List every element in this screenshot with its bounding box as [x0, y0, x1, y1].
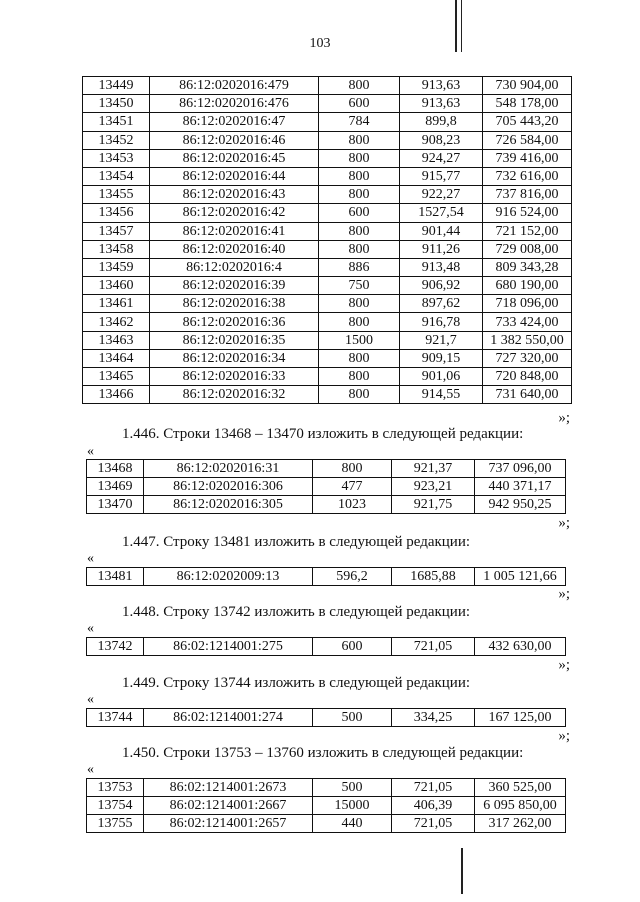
- section-open-1446: «: [87, 444, 94, 459]
- cost-cell: 916 524,00: [483, 204, 572, 222]
- section-open-1448: «: [87, 621, 94, 636]
- price-cell: 406,39: [392, 797, 475, 815]
- area-cell: 800: [319, 149, 400, 167]
- cost-cell: 727 320,00: [483, 349, 572, 367]
- area-cell: 596,2: [313, 568, 392, 586]
- price-cell: 915,77: [400, 167, 483, 185]
- table-row: [83, 149, 572, 167]
- cost-cell: 432 630,00: [475, 638, 566, 656]
- cadastral-number-cell: 86:12:0202016:42: [150, 204, 319, 222]
- row-number-cell: 13454: [83, 167, 150, 185]
- row-number-cell: 13470: [87, 496, 144, 514]
- cadastral-number-cell: 86:12:0202016:33: [150, 368, 319, 386]
- cadastral-number-cell: 86:12:0202016:306: [144, 478, 313, 496]
- row-number-cell: 13464: [83, 349, 150, 367]
- section-heading-1447: 1.447. Строку 13481 изложить в следующей редакции:: [122, 534, 471, 550]
- section-close-1449: »;: [558, 728, 570, 744]
- price-cell: 721,05: [392, 638, 475, 656]
- area-cell: 1500: [319, 331, 400, 349]
- area-cell: 800: [319, 386, 400, 404]
- cadastral-number-cell: 86:12:0202016:305: [144, 496, 313, 514]
- section-open-1447: «: [87, 551, 94, 566]
- area-cell: 800: [319, 131, 400, 149]
- area-cell: 800: [319, 167, 400, 185]
- cost-cell: 739 416,00: [483, 149, 572, 167]
- table-row: [83, 368, 572, 386]
- price-cell: 906,92: [400, 277, 483, 295]
- area-cell: 600: [319, 204, 400, 222]
- cadastral-number-cell: 86:12:0202016:32: [150, 386, 319, 404]
- row-number-cell: 13451: [83, 113, 150, 131]
- area-cell: 800: [319, 186, 400, 204]
- row-number-cell: 13753: [87, 779, 144, 797]
- section-table-1446: [86, 459, 566, 514]
- table-row: [83, 204, 572, 222]
- cadastral-number-cell: 86:12:0202016:45: [150, 149, 319, 167]
- cadastral-number-cell: 86:12:0202016:41: [150, 222, 319, 240]
- area-cell: 1023: [313, 496, 392, 514]
- area-cell: 886: [319, 258, 400, 276]
- cadastral-number-cell: 86:12:0202016:479: [150, 77, 319, 95]
- price-cell: 909,15: [400, 349, 483, 367]
- table-row: [83, 349, 572, 367]
- cadastral-number-cell: 86:12:0202016:46: [150, 131, 319, 149]
- cost-cell: 718 096,00: [483, 295, 572, 313]
- table-row: [83, 331, 572, 349]
- table-row: [87, 496, 566, 514]
- area-cell: 500: [313, 709, 392, 727]
- area-cell: 784: [319, 113, 400, 131]
- section-table-1448: [86, 637, 566, 656]
- area-cell: 477: [313, 478, 392, 496]
- row-number-cell: 13462: [83, 313, 150, 331]
- section-close-1446: »;: [558, 515, 570, 531]
- price-cell: 908,23: [400, 131, 483, 149]
- cost-cell: 1 382 550,00: [483, 331, 572, 349]
- cadastral-number-cell: 86:12:0202016:39: [150, 277, 319, 295]
- cadastral-number-cell: 86:12:0202016:34: [150, 349, 319, 367]
- table-row: [87, 478, 566, 496]
- cost-cell: 732 616,00: [483, 167, 572, 185]
- cost-cell: 360 525,00: [475, 779, 566, 797]
- section-heading-1448: 1.448. Строку 13742 изложить в следующей редакции:: [122, 604, 471, 620]
- row-number-cell: 13452: [83, 131, 150, 149]
- row-number-cell: 13456: [83, 204, 150, 222]
- cost-cell: 680 190,00: [483, 277, 572, 295]
- cost-cell: 721 152,00: [483, 222, 572, 240]
- row-number-cell: 13755: [87, 815, 144, 833]
- area-cell: 15000: [313, 797, 392, 815]
- table-row: [87, 815, 566, 833]
- cadastral-number-cell: 86:12:0202016:35: [150, 331, 319, 349]
- table-row: [83, 386, 572, 404]
- cadastral-number-cell: 86:12:0202009:13: [144, 568, 313, 586]
- table-row: [87, 568, 566, 586]
- price-cell: 901,06: [400, 368, 483, 386]
- row-number-cell: 13450: [83, 95, 150, 113]
- row-number-cell: 13469: [87, 478, 144, 496]
- price-cell: 923,21: [392, 478, 475, 496]
- area-cell: 800: [319, 349, 400, 367]
- cadastral-number-cell: 86:12:0202016:38: [150, 295, 319, 313]
- cost-cell: 720 848,00: [483, 368, 572, 386]
- row-number-cell: 13468: [87, 460, 144, 478]
- cadastral-number-cell: 86:12:0202016:47: [150, 113, 319, 131]
- cost-cell: 317 262,00: [475, 815, 566, 833]
- cadastral-number-cell: 86:12:0202016:476: [150, 95, 319, 113]
- row-number-cell: 13449: [83, 77, 150, 95]
- section-table-1450: [86, 778, 566, 833]
- cost-cell: 737 816,00: [483, 186, 572, 204]
- row-number-cell: 13459: [83, 258, 150, 276]
- table-row: [83, 222, 572, 240]
- cost-cell: 730 904,00: [483, 77, 572, 95]
- row-number-cell: 13744: [87, 709, 144, 727]
- section-close-1447: »;: [558, 586, 570, 602]
- price-cell: 913,63: [400, 77, 483, 95]
- table-row: [83, 95, 572, 113]
- cadastral-number-cell: 86:02:1214001:2673: [144, 779, 313, 797]
- area-cell: 800: [319, 313, 400, 331]
- price-cell: 899,8: [400, 113, 483, 131]
- price-cell: 924,27: [400, 149, 483, 167]
- table-row: [87, 797, 566, 815]
- area-cell: 800: [319, 295, 400, 313]
- area-cell: 500: [313, 779, 392, 797]
- price-cell: 721,05: [392, 779, 475, 797]
- cadastral-number-cell: 86:12:0202016:44: [150, 167, 319, 185]
- page-number: 103: [309, 36, 331, 51]
- price-cell: 921,7: [400, 331, 483, 349]
- cost-cell: 733 424,00: [483, 313, 572, 331]
- section-open-1449: «: [87, 692, 94, 707]
- table-row: [83, 167, 572, 185]
- scan-mark-bottom: [461, 848, 463, 894]
- cost-cell: 731 640,00: [483, 386, 572, 404]
- section-open-1450: «: [87, 762, 94, 777]
- table-row: [83, 313, 572, 331]
- cost-cell: 548 178,00: [483, 95, 572, 113]
- price-cell: 897,62: [400, 295, 483, 313]
- section-table-1449: [86, 708, 566, 727]
- row-number-cell: 13455: [83, 186, 150, 204]
- table-row: [83, 295, 572, 313]
- price-cell: 721,05: [392, 815, 475, 833]
- area-cell: 800: [313, 460, 392, 478]
- cadastral-number-cell: 86:12:0202016:36: [150, 313, 319, 331]
- area-cell: 600: [319, 95, 400, 113]
- row-number-cell: 13754: [87, 797, 144, 815]
- cost-cell: 737 096,00: [475, 460, 566, 478]
- cost-cell: 809 343,28: [483, 258, 572, 276]
- price-cell: 914,55: [400, 386, 483, 404]
- price-cell: 901,44: [400, 222, 483, 240]
- row-number-cell: 13457: [83, 222, 150, 240]
- table-row: [87, 460, 566, 478]
- table-row: [87, 779, 566, 797]
- price-cell: 921,75: [392, 496, 475, 514]
- table-row: [83, 77, 572, 95]
- price-cell: 921,37: [392, 460, 475, 478]
- table-row: [83, 113, 572, 131]
- table-row: [87, 709, 566, 727]
- section-table-1447: [86, 567, 566, 586]
- price-cell: 334,25: [392, 709, 475, 727]
- main-table-close: »;: [558, 410, 570, 426]
- cost-cell: 1 005 121,66: [475, 568, 566, 586]
- cadastral-number-cell: 86:12:0202016:43: [150, 186, 319, 204]
- section-heading-1449: 1.449. Строку 13744 изложить в следующей редакции:: [122, 675, 471, 691]
- table-row: [83, 258, 572, 276]
- row-number-cell: 13460: [83, 277, 150, 295]
- table-row: [87, 638, 566, 656]
- price-cell: 1685,88: [392, 568, 475, 586]
- cost-cell: 942 950,25: [475, 496, 566, 514]
- price-cell: 922,27: [400, 186, 483, 204]
- table-row: [83, 131, 572, 149]
- cadastral-number-cell: 86:12:0202016:40: [150, 240, 319, 258]
- row-number-cell: 13458: [83, 240, 150, 258]
- row-number-cell: 13463: [83, 331, 150, 349]
- cadastral-number-cell: 86:02:1214001:275: [144, 638, 313, 656]
- section-heading-1446: 1.446. Строки 13468 – 13470 изложить в следующей редакции:: [122, 426, 524, 442]
- area-cell: 800: [319, 240, 400, 258]
- cadastral-number-cell: 86:02:1214001:274: [144, 709, 313, 727]
- section-close-1448: »;: [558, 657, 570, 673]
- row-number-cell: 13466: [83, 386, 150, 404]
- cost-cell: 6 095 850,00: [475, 797, 566, 815]
- row-number-cell: 13461: [83, 295, 150, 313]
- area-cell: 800: [319, 77, 400, 95]
- cost-cell: 440 371,17: [475, 478, 566, 496]
- cadastral-number-cell: 86:02:1214001:2667: [144, 797, 313, 815]
- row-number-cell: 13453: [83, 149, 150, 167]
- cost-cell: 167 125,00: [475, 709, 566, 727]
- cost-cell: 726 584,00: [483, 131, 572, 149]
- table-row: [83, 186, 572, 204]
- area-cell: 800: [319, 222, 400, 240]
- row-number-cell: 13481: [87, 568, 144, 586]
- area-cell: 800: [319, 368, 400, 386]
- table-row: [83, 240, 572, 258]
- price-cell: 913,63: [400, 95, 483, 113]
- row-number-cell: 13465: [83, 368, 150, 386]
- cost-cell: 729 008,00: [483, 240, 572, 258]
- area-cell: 600: [313, 638, 392, 656]
- section-heading-1450: 1.450. Строки 13753 – 13760 изложить в следующей редакции:: [122, 745, 524, 761]
- cost-cell: 705 443,20: [483, 113, 572, 131]
- row-number-cell: 13742: [87, 638, 144, 656]
- main-table: [82, 76, 572, 404]
- price-cell: 916,78: [400, 313, 483, 331]
- cadastral-number-cell: 86:12:0202016:4: [150, 258, 319, 276]
- price-cell: 913,48: [400, 258, 483, 276]
- cadastral-number-cell: 86:02:1214001:2657: [144, 815, 313, 833]
- area-cell: 440: [313, 815, 392, 833]
- cadastral-number-cell: 86:12:0202016:31: [144, 460, 313, 478]
- price-cell: 911,26: [400, 240, 483, 258]
- table-row: [83, 277, 572, 295]
- area-cell: 750: [319, 277, 400, 295]
- price-cell: 1527,54: [400, 204, 483, 222]
